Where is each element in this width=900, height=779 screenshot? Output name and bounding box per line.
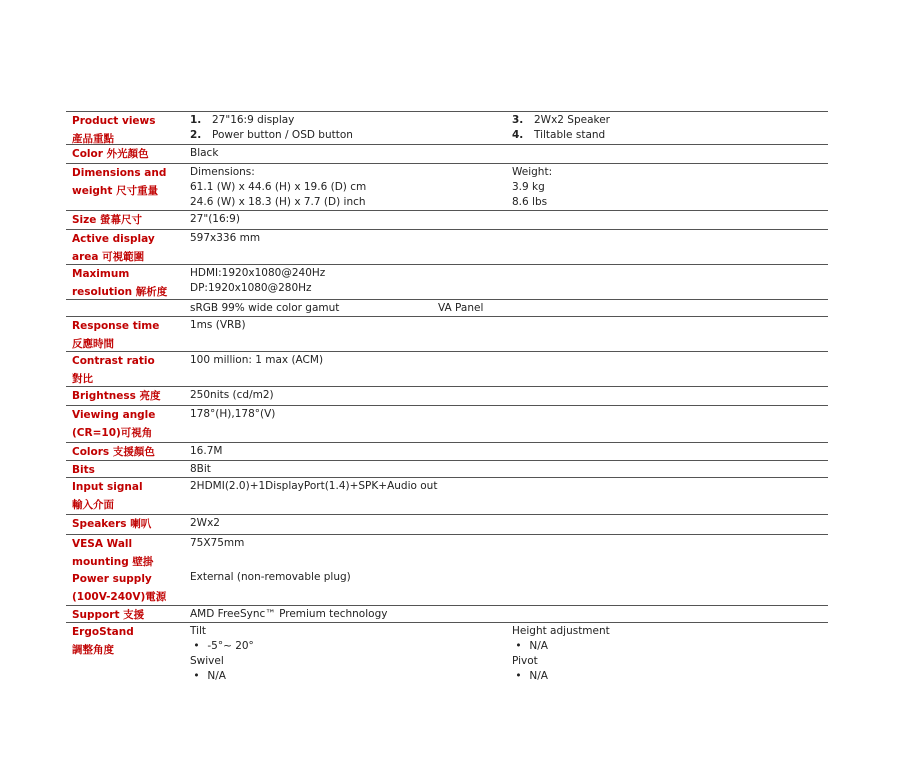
label-contrast: Contrast ratio 對比	[72, 355, 155, 385]
row-contrast	[66, 351, 828, 386]
value-vesa: 75X75mm	[190, 537, 245, 549]
label-bits: Bits	[72, 464, 95, 476]
list-item: • N/A	[515, 670, 548, 682]
row-color	[66, 144, 828, 163]
value-weight: Weight: 3.9 kg 8.6 lbs	[512, 166, 553, 208]
list-item: 3. 2Wx2 Speaker	[512, 114, 611, 126]
label-ergostand: ErgoStand 調整角度	[72, 626, 134, 656]
label-en: Product views	[72, 115, 156, 127]
row-panel	[66, 299, 828, 316]
label-response-time: Response time 反應時間	[72, 320, 160, 350]
product-views-right	[512, 113, 610, 143]
label-zh: 產品重點	[72, 132, 114, 145]
label-speakers: Speakers 喇叭	[72, 518, 152, 530]
label-product-views	[72, 113, 184, 148]
label-max-resolution: Maximum resolution 解析度	[72, 268, 168, 298]
row-support	[66, 605, 828, 622]
value-active-area: 597x336 mm	[190, 232, 261, 244]
label-dimensions: Dimensions and weight 尺寸重量	[72, 167, 167, 197]
label-brightness: Brightness 亮度	[72, 390, 161, 402]
value-bits: 8Bit	[190, 463, 211, 475]
value-input-signal: 2HDMI(2.0)+1DisplayPort(1.4)+SPK+Audio out	[190, 480, 438, 492]
value-speakers: 2Wx2	[190, 517, 220, 529]
row-brightness	[66, 386, 828, 405]
label-color: Color 外光顏色	[72, 148, 149, 160]
row-bits	[66, 460, 828, 477]
list-item: • -5°~ 20°	[193, 640, 254, 652]
label-viewing-angle: Viewing angle (CR=10)可視角	[72, 409, 156, 439]
value-colors: 16.7M	[190, 445, 223, 457]
row-input-signal	[66, 477, 828, 514]
label-support: Support 支援	[72, 609, 145, 621]
value-support: AMD FreeSync™ Premium technology	[190, 608, 388, 620]
list-item: 4. Tiltable stand	[512, 129, 606, 141]
list-item: • N/A	[515, 640, 548, 652]
row-speakers	[66, 514, 828, 534]
value-size: 27"(16:9)	[190, 213, 240, 225]
spec-table	[66, 111, 828, 686]
row-vesa-power	[66, 534, 828, 605]
row-response-time	[66, 316, 828, 351]
list-item: 1. 27"16:9 display	[190, 114, 295, 126]
value-power-supply: External (non-removable plug)	[190, 571, 351, 583]
label-size: Size 螢幕尺寸	[72, 214, 143, 226]
row-active-area	[66, 229, 828, 264]
value-dimensions: Dimensions: 61.1 (W) x 44.6 (H) x 19.6 (D) cm 24.6 (W) x 18.3 (H) x 7.7 (D) inch	[190, 166, 367, 208]
label-vesa: VESA Wall mounting 壁掛 Power supply (100V-240V)電源	[72, 538, 167, 603]
list-item: 2. Power button / OSD button	[190, 129, 353, 141]
value-max-resolution: HDMI:1920x1080@240Hz DP:1920x1080@280Hz	[190, 267, 326, 294]
value-panel-type: VA Panel	[438, 302, 484, 314]
row-colors	[66, 442, 828, 460]
row-dimensions	[66, 163, 828, 210]
value-viewing-angle: 178°(H),178°(V)	[190, 408, 276, 420]
row-max-resolution	[66, 264, 828, 299]
row-ergostand	[66, 622, 828, 686]
value-contrast: 100 million: 1 max (ACM)	[190, 354, 324, 366]
label-active-area: Active display area 可視範圍	[72, 233, 155, 263]
value-response-time: 1ms (VRB)	[190, 319, 246, 331]
value-brightness: 250nits (cd/m2)	[190, 389, 274, 401]
list-item: • N/A	[193, 670, 226, 682]
value-color: Black	[190, 147, 219, 159]
value-tilt-swivel: Tilt • -5°~ 20° Swivel • N/A	[190, 625, 254, 682]
product-views-left	[190, 113, 353, 143]
row-product-views	[66, 111, 828, 144]
label-input-signal: Input signal 輸入介面	[72, 481, 143, 511]
label-colors: Colors 支援顏色	[72, 446, 155, 458]
value-gamut: sRGB 99% wide color gamut	[190, 302, 340, 314]
value-height-pivot: Height adjustment • N/A Pivot • N/A	[512, 625, 610, 682]
row-viewing-angle	[66, 405, 828, 442]
row-size	[66, 210, 828, 229]
